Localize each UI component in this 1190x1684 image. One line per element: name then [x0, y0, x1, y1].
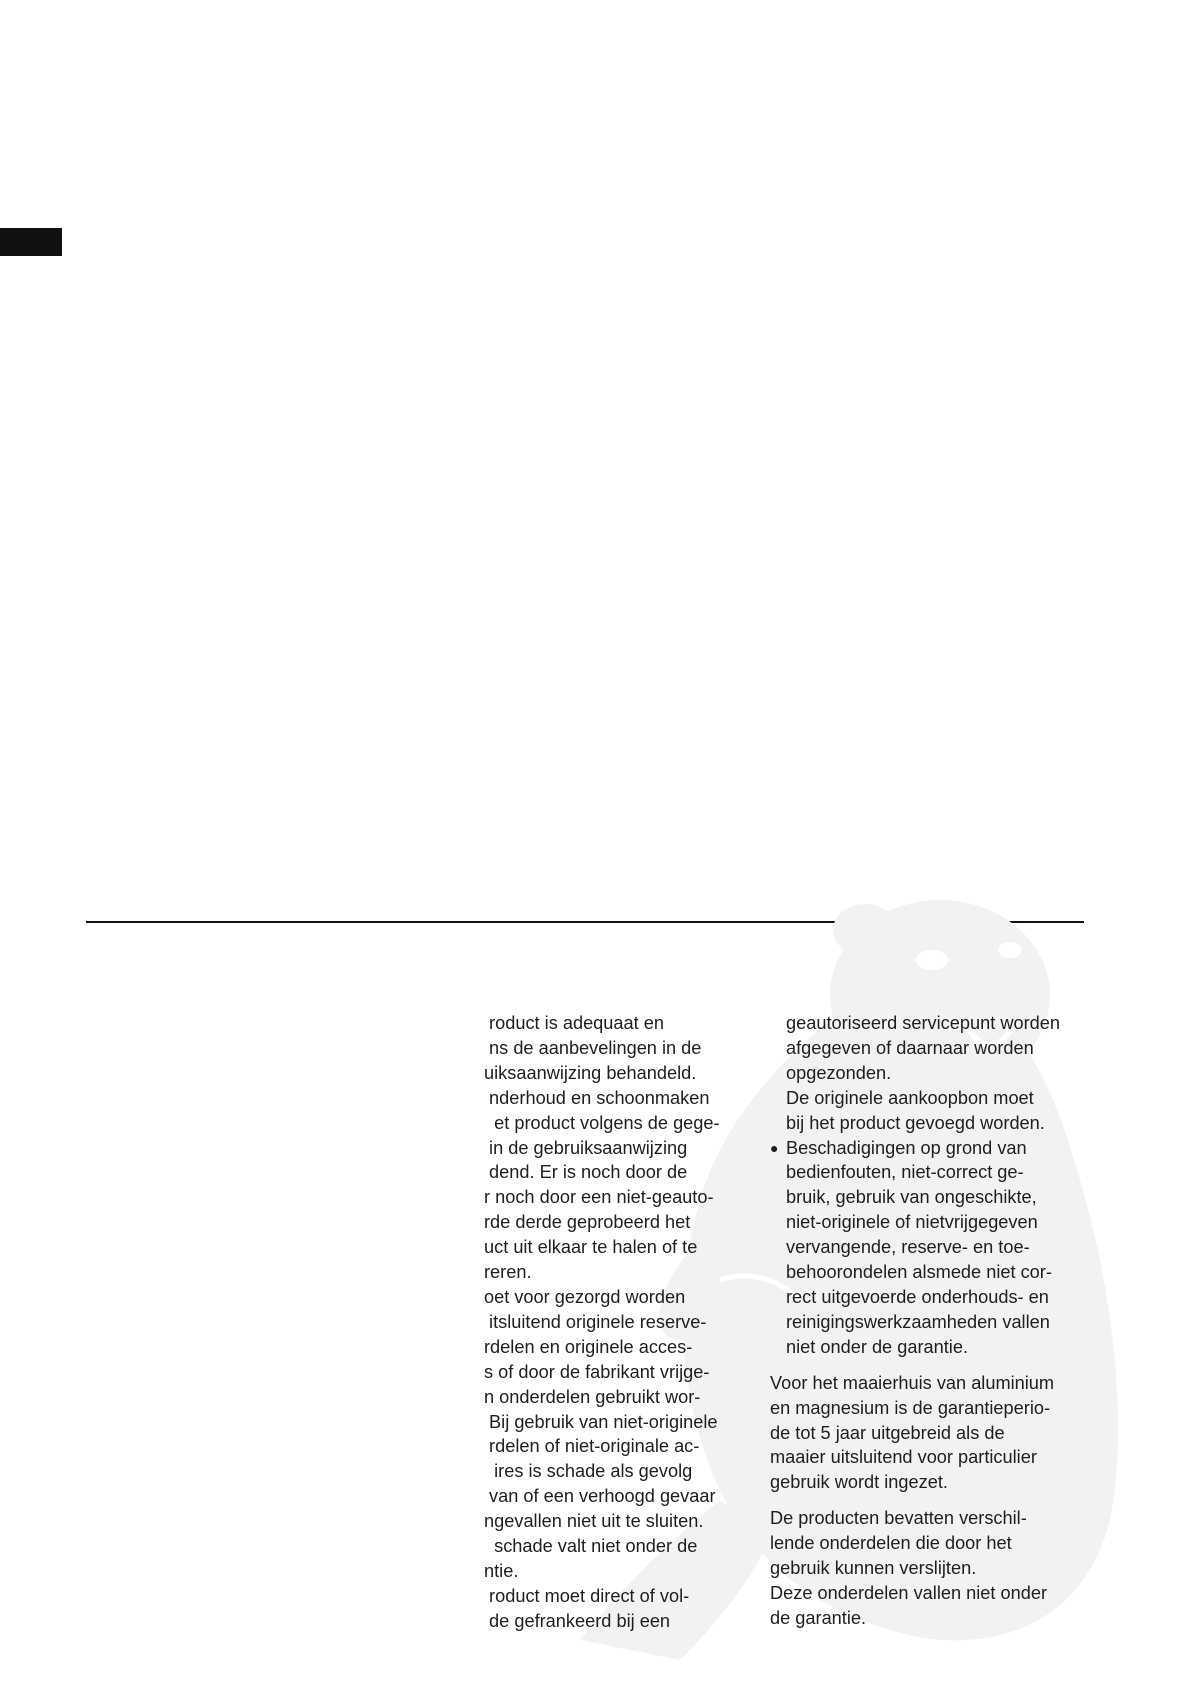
bullet-text: bruik, gebruik van ongeschikte,	[786, 1187, 1037, 1208]
text-line: rdelen en originele acces-	[484, 1336, 693, 1357]
text-line	[770, 1136, 1090, 1161]
text-line: ns de aanbevelingen in de	[484, 1037, 702, 1058]
text-line: itsluitend originele reserve-	[484, 1311, 707, 1332]
text-line	[770, 1335, 1090, 1360]
bullet-text: reinigingswerkzaamheden vallen	[786, 1311, 1050, 1332]
text-line: ires is schade als gevolg	[484, 1461, 693, 1482]
text-line	[770, 1210, 1090, 1235]
bullet-text: niet-originele of nietvrijgegeven	[786, 1212, 1038, 1233]
text-line: schade valt niet onder de	[484, 1536, 698, 1557]
text-line: in de gebruiksaanwijzing	[484, 1137, 688, 1158]
bullet-icon: ●	[770, 1139, 779, 1156]
text-line: n onderdelen gebruikt wor-	[484, 1386, 701, 1407]
text-line	[770, 1185, 1090, 1210]
text-line: de gefrankeerd bij een	[484, 1610, 671, 1631]
bullet-text: Beschadigingen op grond van	[786, 1137, 1027, 1158]
bullet-text: vervangende, reserve- en toe-	[786, 1237, 1030, 1258]
bullet-text: bedienfouten, niet-correct ge-	[786, 1162, 1024, 1183]
bullet-text: rect uitgevoerde onderhouds- en	[786, 1286, 1049, 1307]
bullet-text: niet onder de garantie.	[786, 1336, 969, 1357]
text-line	[770, 1260, 1090, 1285]
text-line: roduct moet direct of vol-	[484, 1585, 690, 1606]
text-line: gebruik kunnen verslijten.	[770, 1558, 977, 1579]
text-line: Bij gebruik van niet-originele	[484, 1411, 718, 1432]
right-text-column	[770, 1011, 1090, 1631]
text-line: nderhoud en schoonmaken	[484, 1087, 710, 1108]
text-line	[770, 1160, 1090, 1185]
text-line: geautoriseerd servicepunt worden	[786, 1013, 1060, 1033]
text-line: De producten bevatten verschil-	[770, 1508, 1027, 1529]
text-line: opgezonden.	[786, 1062, 892, 1083]
aluminium-warranty-paragraph	[770, 1371, 1090, 1496]
text-line: rde derde geprobeerd het	[484, 1212, 691, 1233]
text-line: r noch door een niet-geauto-	[484, 1187, 714, 1208]
middle-text-column	[484, 1011, 754, 1634]
text-line: roduct is adequaat en	[484, 1013, 664, 1033]
text-line	[770, 1235, 1090, 1260]
text-line: et product volgens de gege-	[484, 1112, 720, 1133]
text-line: Deze onderdelen vallen niet onder	[770, 1582, 1048, 1603]
text-line: lende onderdelen die door het	[770, 1533, 1012, 1554]
section-marker-tab	[0, 228, 62, 256]
text-line: dend. Er is noch door de	[484, 1162, 688, 1183]
text-line	[770, 1310, 1090, 1335]
wear-parts-paragraph	[770, 1506, 1090, 1631]
text-line: de garantie.	[770, 1607, 867, 1628]
text-line: afgegeven of daarnaar worden	[786, 1037, 1034, 1058]
text-line: de tot 5 jaar uitgebreid als de	[770, 1422, 1005, 1443]
text-line: Voor het maaierhuis van aluminium	[770, 1372, 1055, 1393]
text-line: oet voor gezorgd worden	[484, 1286, 686, 1307]
text-line: ngevallen niet uit te sluiten.	[484, 1511, 704, 1532]
text-line: s of door de fabrikant vrijge-	[484, 1361, 710, 1382]
service-paragraph	[770, 1011, 1090, 1136]
text-line: rdelen of niet-originale ac-	[484, 1436, 700, 1457]
text-line: ntie.	[484, 1560, 519, 1581]
text-line: van of een verhoogd gevaar	[484, 1486, 716, 1507]
text-line: De originele aankoopbon moet	[786, 1087, 1034, 1108]
text-line: bij het product gevoegd worden.	[786, 1112, 1045, 1133]
bullet-text: behoorondelen alsmede niet cor-	[786, 1262, 1052, 1283]
text-line: reren.	[484, 1262, 532, 1283]
text-line: maaier uitsluitend voor particulier	[770, 1447, 1037, 1468]
text-line	[770, 1285, 1090, 1310]
text-line: en magnesium is de garantieperio-	[770, 1397, 1051, 1418]
text-line: gebruik wordt ingezet.	[770, 1472, 948, 1493]
text-line: uiksaanwijzing behandeld.	[484, 1062, 697, 1083]
text-line: uct uit elkaar te halen of te	[484, 1237, 698, 1258]
damage-bullet-item	[770, 1136, 1090, 1360]
